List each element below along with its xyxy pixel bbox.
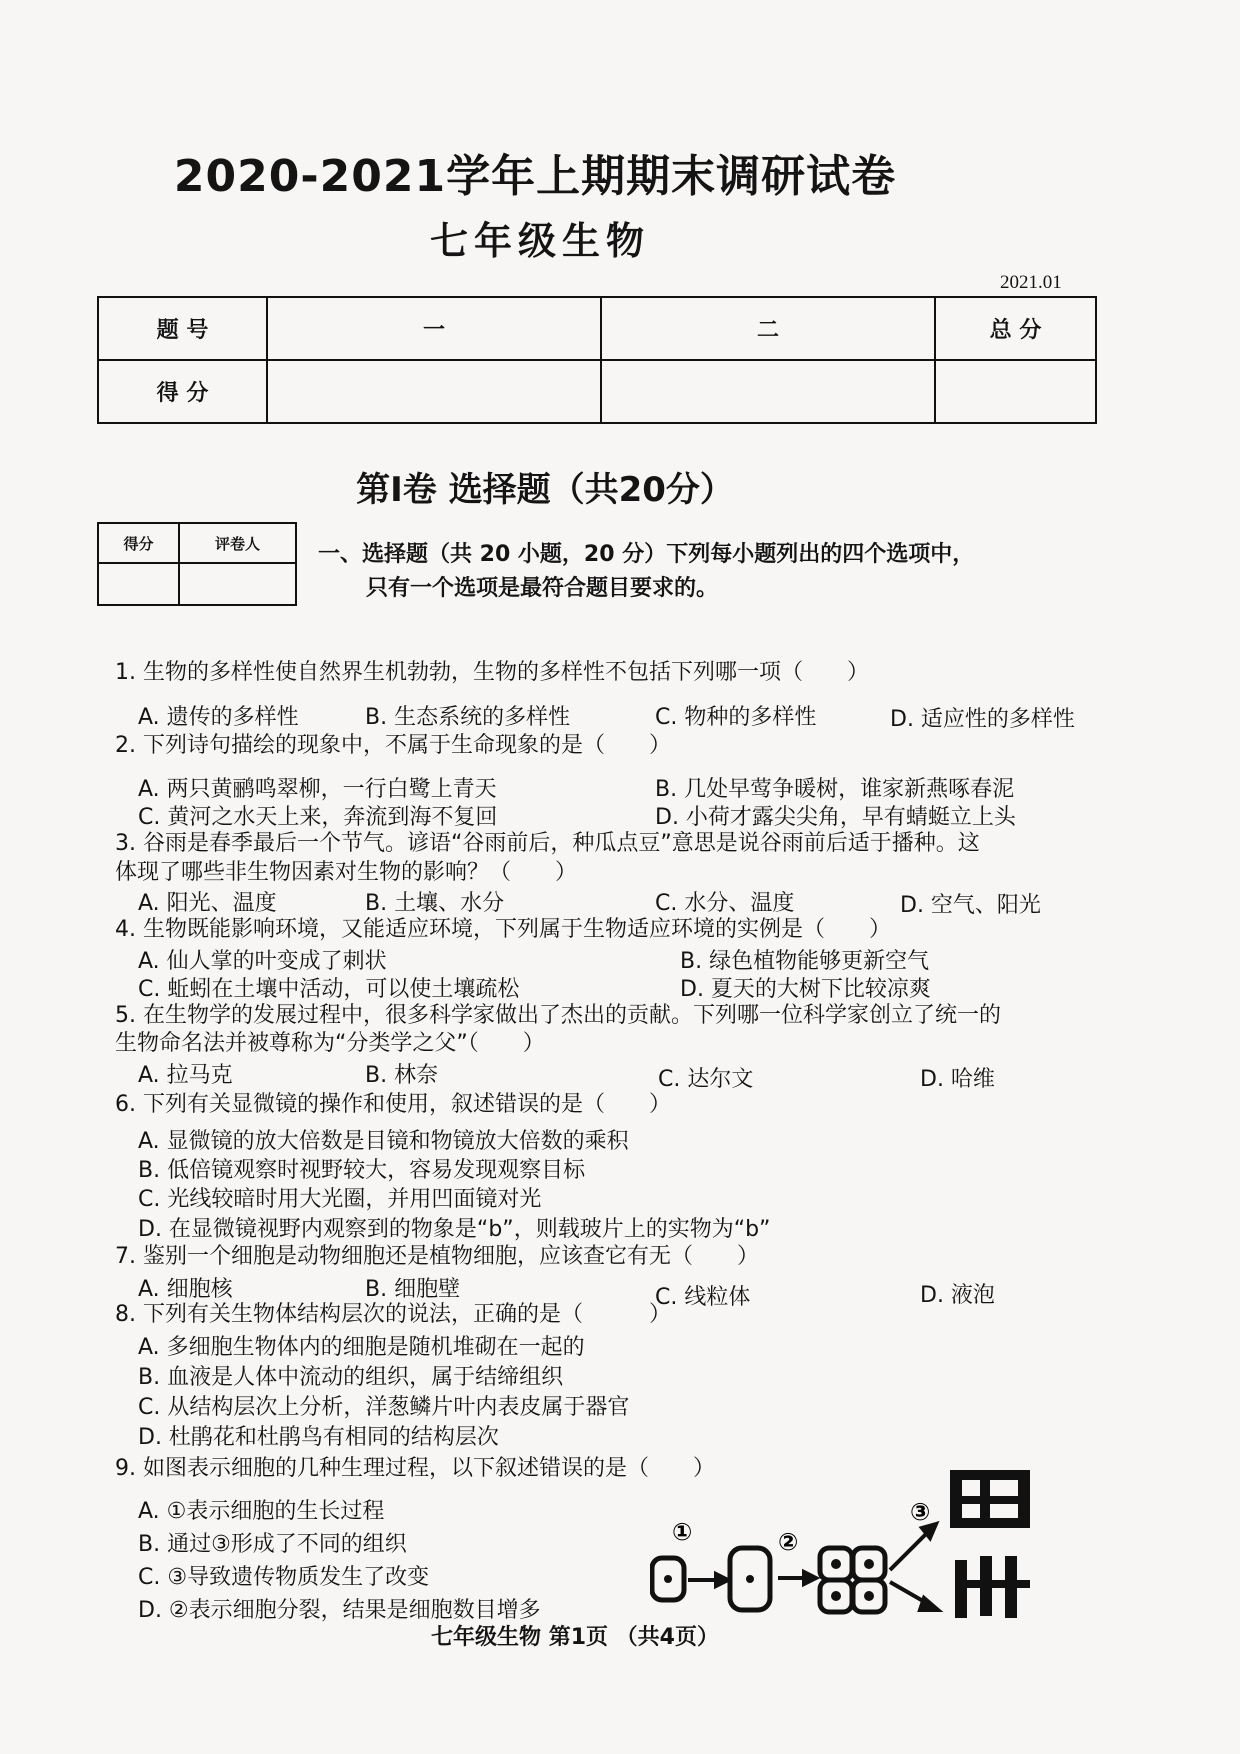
svg-text:③: ③ — [910, 1498, 931, 1526]
q9-option-b: B. 通过③形成了不同的组织 — [138, 1532, 407, 1557]
q4-option-a: A. 仙人掌的叶变成了刺状 — [138, 949, 387, 974]
q4-option-b: B. 绿色植物能够更新空气 — [680, 949, 930, 974]
score-header-part2: 二 — [601, 297, 935, 360]
q1-option-b: B. 生态系统的多样性 — [365, 705, 571, 730]
q1-option-a: A. 遗传的多样性 — [138, 705, 299, 730]
q6-option-c: C. 光线较暗时用大光圈，并用凹面镜对光 — [138, 1187, 542, 1212]
question-3-stem-cont: 体现了哪些非生物因素对生物的影响？（ ） — [115, 860, 578, 885]
exam-subject: 七年级生物 — [429, 219, 650, 263]
q8-option-c: C. 从结构层次上分析，洋葱鳞片叶内表皮属于器官 — [138, 1395, 630, 1420]
q6-option-d: D. 在显微镜视野内观察到的物象是“b”，则载玻片上的实物为“b” — [138, 1217, 771, 1242]
question-5-stem: 5. 在生物学的发展过程中，很多科学家做出了杰出的贡献。下列哪一位科学家创立了统一的 — [115, 1003, 1001, 1028]
cell-division-diagram-icon — [650, 1470, 1070, 1620]
q7-option-a: A. 细胞核 — [138, 1277, 233, 1302]
q2-option-b: B. 几处早莺争暖树，谁家新燕啄春泥 — [655, 777, 1015, 802]
q2-option-d: D. 小荷才露尖尖角，早有蜻蜓立上头 — [655, 805, 1016, 830]
exam-date: 2021.01 — [1000, 272, 1062, 293]
q3-option-b: B. 土壤、水分 — [365, 891, 505, 916]
instruction-line-2: 只有一个选项是最符合题目要求的。 — [366, 576, 719, 601]
grader-name-label: 评卷人 — [179, 523, 296, 563]
score-row-label: 得 分 — [98, 360, 267, 423]
q3-option-a: A. 阳光、温度 — [138, 891, 277, 916]
q7-option-b: B. 细胞壁 — [365, 1277, 461, 1302]
score-cell-total — [935, 360, 1096, 423]
question-2-stem: 2. 下列诗句描绘的现象中，不属于生命现象的是（ ） — [115, 733, 671, 758]
score-header-label: 题 号 — [98, 297, 267, 360]
grader-score-label: 得分 — [98, 523, 179, 563]
q4-option-d: D. 夏天的大树下比较凉爽 — [680, 977, 931, 1002]
question-3-stem: 3. 谷雨是春季最后一个节气。谚语“谷雨前后，种瓜点豆”意思是说谷雨前后适于播种。这 — [115, 831, 980, 856]
score-table — [97, 296, 1097, 424]
q2-option-c: C. 黄河之水天上来，奔流到海不复回 — [138, 805, 498, 830]
question-8-stem: 8. 下列有关生物体结构层次的说法，正确的是（ ） — [115, 1302, 671, 1327]
q6-option-b: B. 低倍镜观察时视野较大，容易发现观察目标 — [138, 1158, 586, 1183]
grader-table — [97, 522, 297, 606]
question-7-stem: 7. 鉴别一个细胞是动物细胞还是植物细胞，应该查它有无（ ） — [115, 1244, 759, 1269]
q5-option-b: B. 林奈 — [365, 1063, 439, 1088]
question-5-stem-cont: 生物命名法并被尊称为“分类学之父”（ ） — [115, 1031, 545, 1056]
q4-option-c: C. 蚯蚓在土壤中活动，可以使土壤疏松 — [138, 977, 520, 1002]
q5-option-c: C. 达尔文 — [658, 1067, 754, 1092]
q8-option-b: B. 血液是人体中流动的组织，属于结缔组织 — [138, 1365, 564, 1390]
grader-name-cell — [179, 563, 296, 605]
score-header-total: 总 分 — [935, 297, 1096, 360]
q1-option-d: D. 适应性的多样性 — [890, 707, 1075, 732]
q7-option-c: C. 线粒体 — [655, 1285, 751, 1310]
score-cell-part1 — [267, 360, 601, 423]
svg-text:②: ② — [778, 1528, 799, 1556]
q9-option-c: C. ③导致遗传物质发生了改变 — [138, 1565, 430, 1590]
q3-option-d: D. 空气、阳光 — [900, 893, 1041, 918]
grader-score-cell — [98, 563, 179, 605]
q5-option-d: D. 哈维 — [920, 1067, 995, 1092]
q8-option-a: A. 多细胞生物体内的细胞是随机堆砌在一起的 — [138, 1335, 585, 1360]
q9-option-a: A. ①表示细胞的生长过程 — [138, 1499, 385, 1524]
score-header-part1: 一 — [267, 297, 601, 360]
q6-option-a: A. 显微镜的放大倍数是目镜和物镜放大倍数的乘积 — [138, 1129, 629, 1154]
cell-process-figure — [650, 1470, 1070, 1620]
question-4-stem: 4. 生物既能影响环境，又能适应环境，下列属于生物适应环境的实例是（ ） — [115, 917, 891, 942]
question-1-stem: 1. 生物的多样性使自然界生机勃勃，生物的多样性不包括下列哪一项（ ） — [115, 660, 869, 685]
q5-option-a: A. 拉马克 — [138, 1063, 233, 1088]
question-9-stem: 9. 如图表示细胞的几种生理过程，以下叙述错误的是（ ） — [115, 1456, 715, 1481]
svg-text:①: ① — [672, 1518, 693, 1546]
score-cell-part2 — [601, 360, 935, 423]
section-instruction — [318, 538, 974, 606]
q8-option-d: D. 杜鹃花和杜鹃鸟有相同的结构层次 — [138, 1425, 499, 1450]
q7-option-d: D. 液泡 — [920, 1283, 995, 1308]
section-title: 第Ⅰ卷 选择题（共20分） — [356, 470, 734, 510]
q9-option-d: D. ②表示细胞分裂，结果是细胞数目增多 — [138, 1598, 541, 1623]
page-footer: 七年级生物 第1页 （共4页） — [431, 1625, 719, 1650]
instruction-line-1: 一、选择题（共 20 小题，20 分）下列每小题列出的四个选项中， — [318, 542, 975, 567]
question-6-stem: 6. 下列有关显微镜的操作和使用，叙述错误的是（ ） — [115, 1092, 671, 1117]
q3-option-c: C. 水分、温度 — [655, 891, 795, 916]
q1-option-c: C. 物种的多样性 — [655, 705, 817, 730]
q2-option-a: A. 两只黄鹂鸣翠柳，一行白鹭上青天 — [138, 777, 497, 802]
exam-title: 2020-2021学年上期期末调研试卷 — [173, 151, 897, 202]
